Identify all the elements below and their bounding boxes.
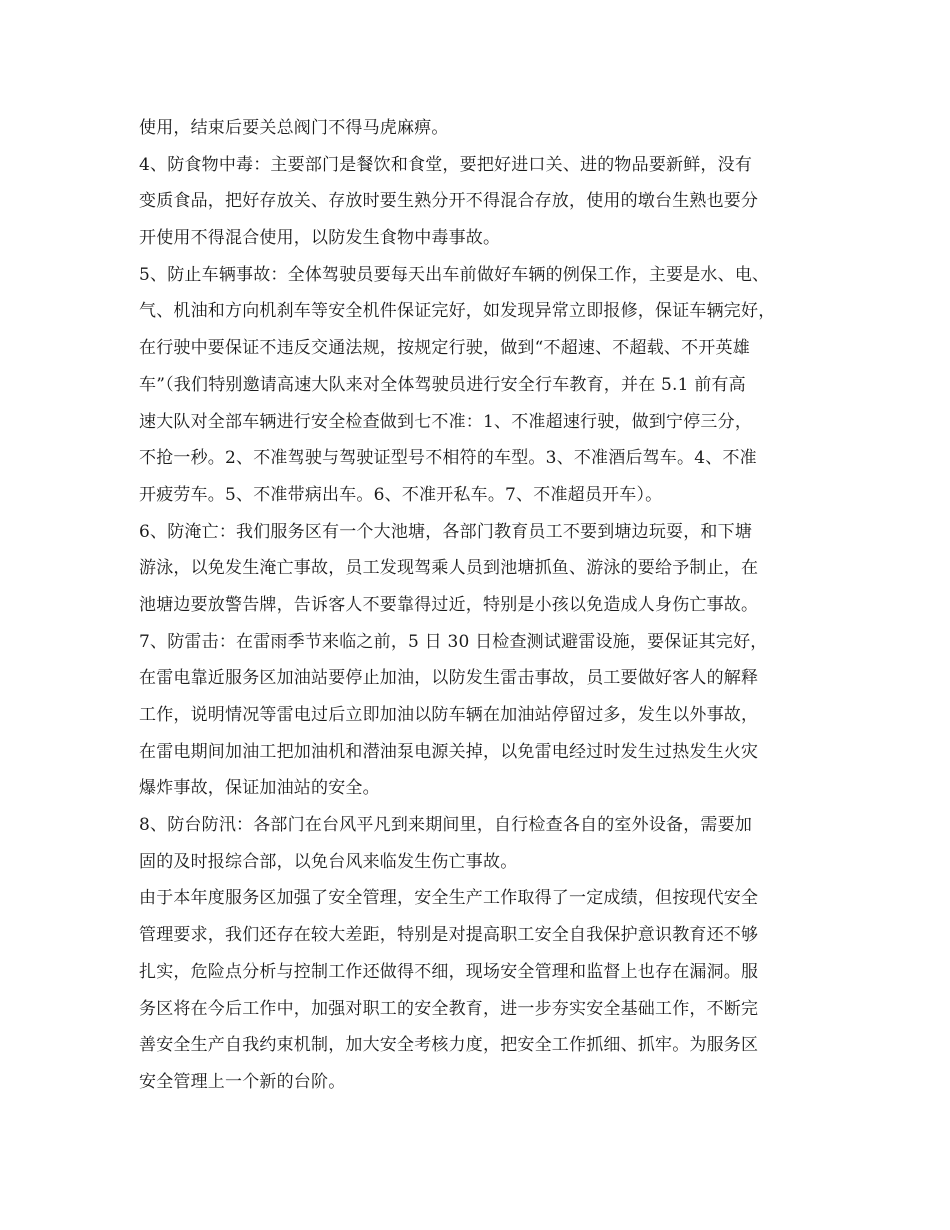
document-body bbox=[139, 110, 819, 1101]
text-line: 不抢一秒。2、不准驾驶与驾驶证型号不相符的车型。3、不准酒后驾车。4、不准 bbox=[139, 448, 757, 469]
text-line: 开疲劳车。5、不准带病出车。6、不准开私车。7、不准超员开车）。 bbox=[139, 484, 663, 505]
text-line: 气、机油和方向机刹车等安全机件保证完好，如发现异常立即报修，保证车辆完好， bbox=[139, 301, 776, 322]
text-line: 车”（我们特别邀请高速大队来对全体驾驶员进行安全行车教育，并在 5.1 前有高 bbox=[139, 374, 746, 395]
text-line: 速大队对全部车辆进行安全检查做到七不准：1、不准超速行驶，做到宁停三分， bbox=[139, 411, 753, 432]
text-line: 5、防止车辆事故：全体驾驶员要每天出车前做好车辆的例保工作，主要是水、电、 bbox=[139, 264, 770, 285]
text-line: 由于本年度服务区加强了安全管理，安全生产工作取得了一定成绩，但按现代安全 bbox=[139, 888, 759, 909]
text-line: 8、防台防汛：各部门在台风平凡到来期间里，自行检查各自的室外设备，需要加 bbox=[139, 815, 753, 836]
text-line: 固的及时报综合部，以免台风来临发生伤亡事故。 bbox=[139, 851, 518, 872]
text-line: 扎实，危险点分析与控制工作还做得不细，现场安全管理和监督上也存在漏洞。服 bbox=[139, 961, 759, 982]
text-line: 务区将在今后工作中，加强对职工的安全教育，进一步夯实安全基础工作，不断完 bbox=[139, 998, 759, 1019]
text-line: 在行驶中要保证不违反交通法规，按规定行驶，做到“不超速、不超载、不开英雄 bbox=[139, 338, 750, 359]
text-line: 管理要求，我们还存在较大差距，特别是对提高职工安全自我保护意识教育还不够 bbox=[139, 925, 759, 946]
text-line: 工作，说明情况等雷电过后立即加油以防车辆在加油站停留过多，发生以外事故， bbox=[139, 705, 759, 725]
text-line: 游泳，以免发生淹亡事故，员工发现驾乘人员到池塘抓鱼、游泳的要给予制止，在 bbox=[139, 558, 759, 579]
text-line: 在雷电靠近服务区加油站要停止加油，以防发生雷击事故，员工要做好客人的解释 bbox=[139, 668, 759, 689]
text-line: 善安全生产自我约束机制，加大安全考核力度，把安全工作抓细、抓牢。为服务区 bbox=[139, 1035, 759, 1056]
text-line: 爆炸事故，保证加油站的安全。 bbox=[139, 778, 380, 799]
text-line: 变质食品，把好存放关、存放时要生熟分开不得混合存放，使用的墩台生熟也要分 bbox=[139, 191, 759, 212]
text-line: 使用，结束后要关总阀门不得马虎麻痹。 bbox=[139, 118, 449, 138]
text-line: 池塘边要放警告牌，告诉客人不要靠得过近，特别是小孩以免造成人身伤亡事故。 bbox=[139, 594, 759, 615]
text-line: 7、防雷击：在雷雨季节来临之前，5 日 30 日检查测试避雷设施，要保证其完好， bbox=[139, 631, 768, 652]
text-line: 开使用不得混合使用，以防发生食物中毒事故。 bbox=[139, 228, 501, 249]
text-line: 在雷电期间加油工把加油机和潜油泵电源关掉，以免雷电经过时发生过热发生火灾 bbox=[139, 741, 759, 762]
text-line: 安全管理上一个新的台阶。 bbox=[139, 1071, 346, 1092]
text-line: 4、防食物中毒：主要部门是餐饮和食堂，要把好进口关、进的物品要新鲜，没有 bbox=[139, 154, 753, 175]
text-line: 6、防淹亡：我们服务区有一个大池塘，各部门教育员工不要到塘边玩耍，和下塘 bbox=[139, 521, 753, 542]
